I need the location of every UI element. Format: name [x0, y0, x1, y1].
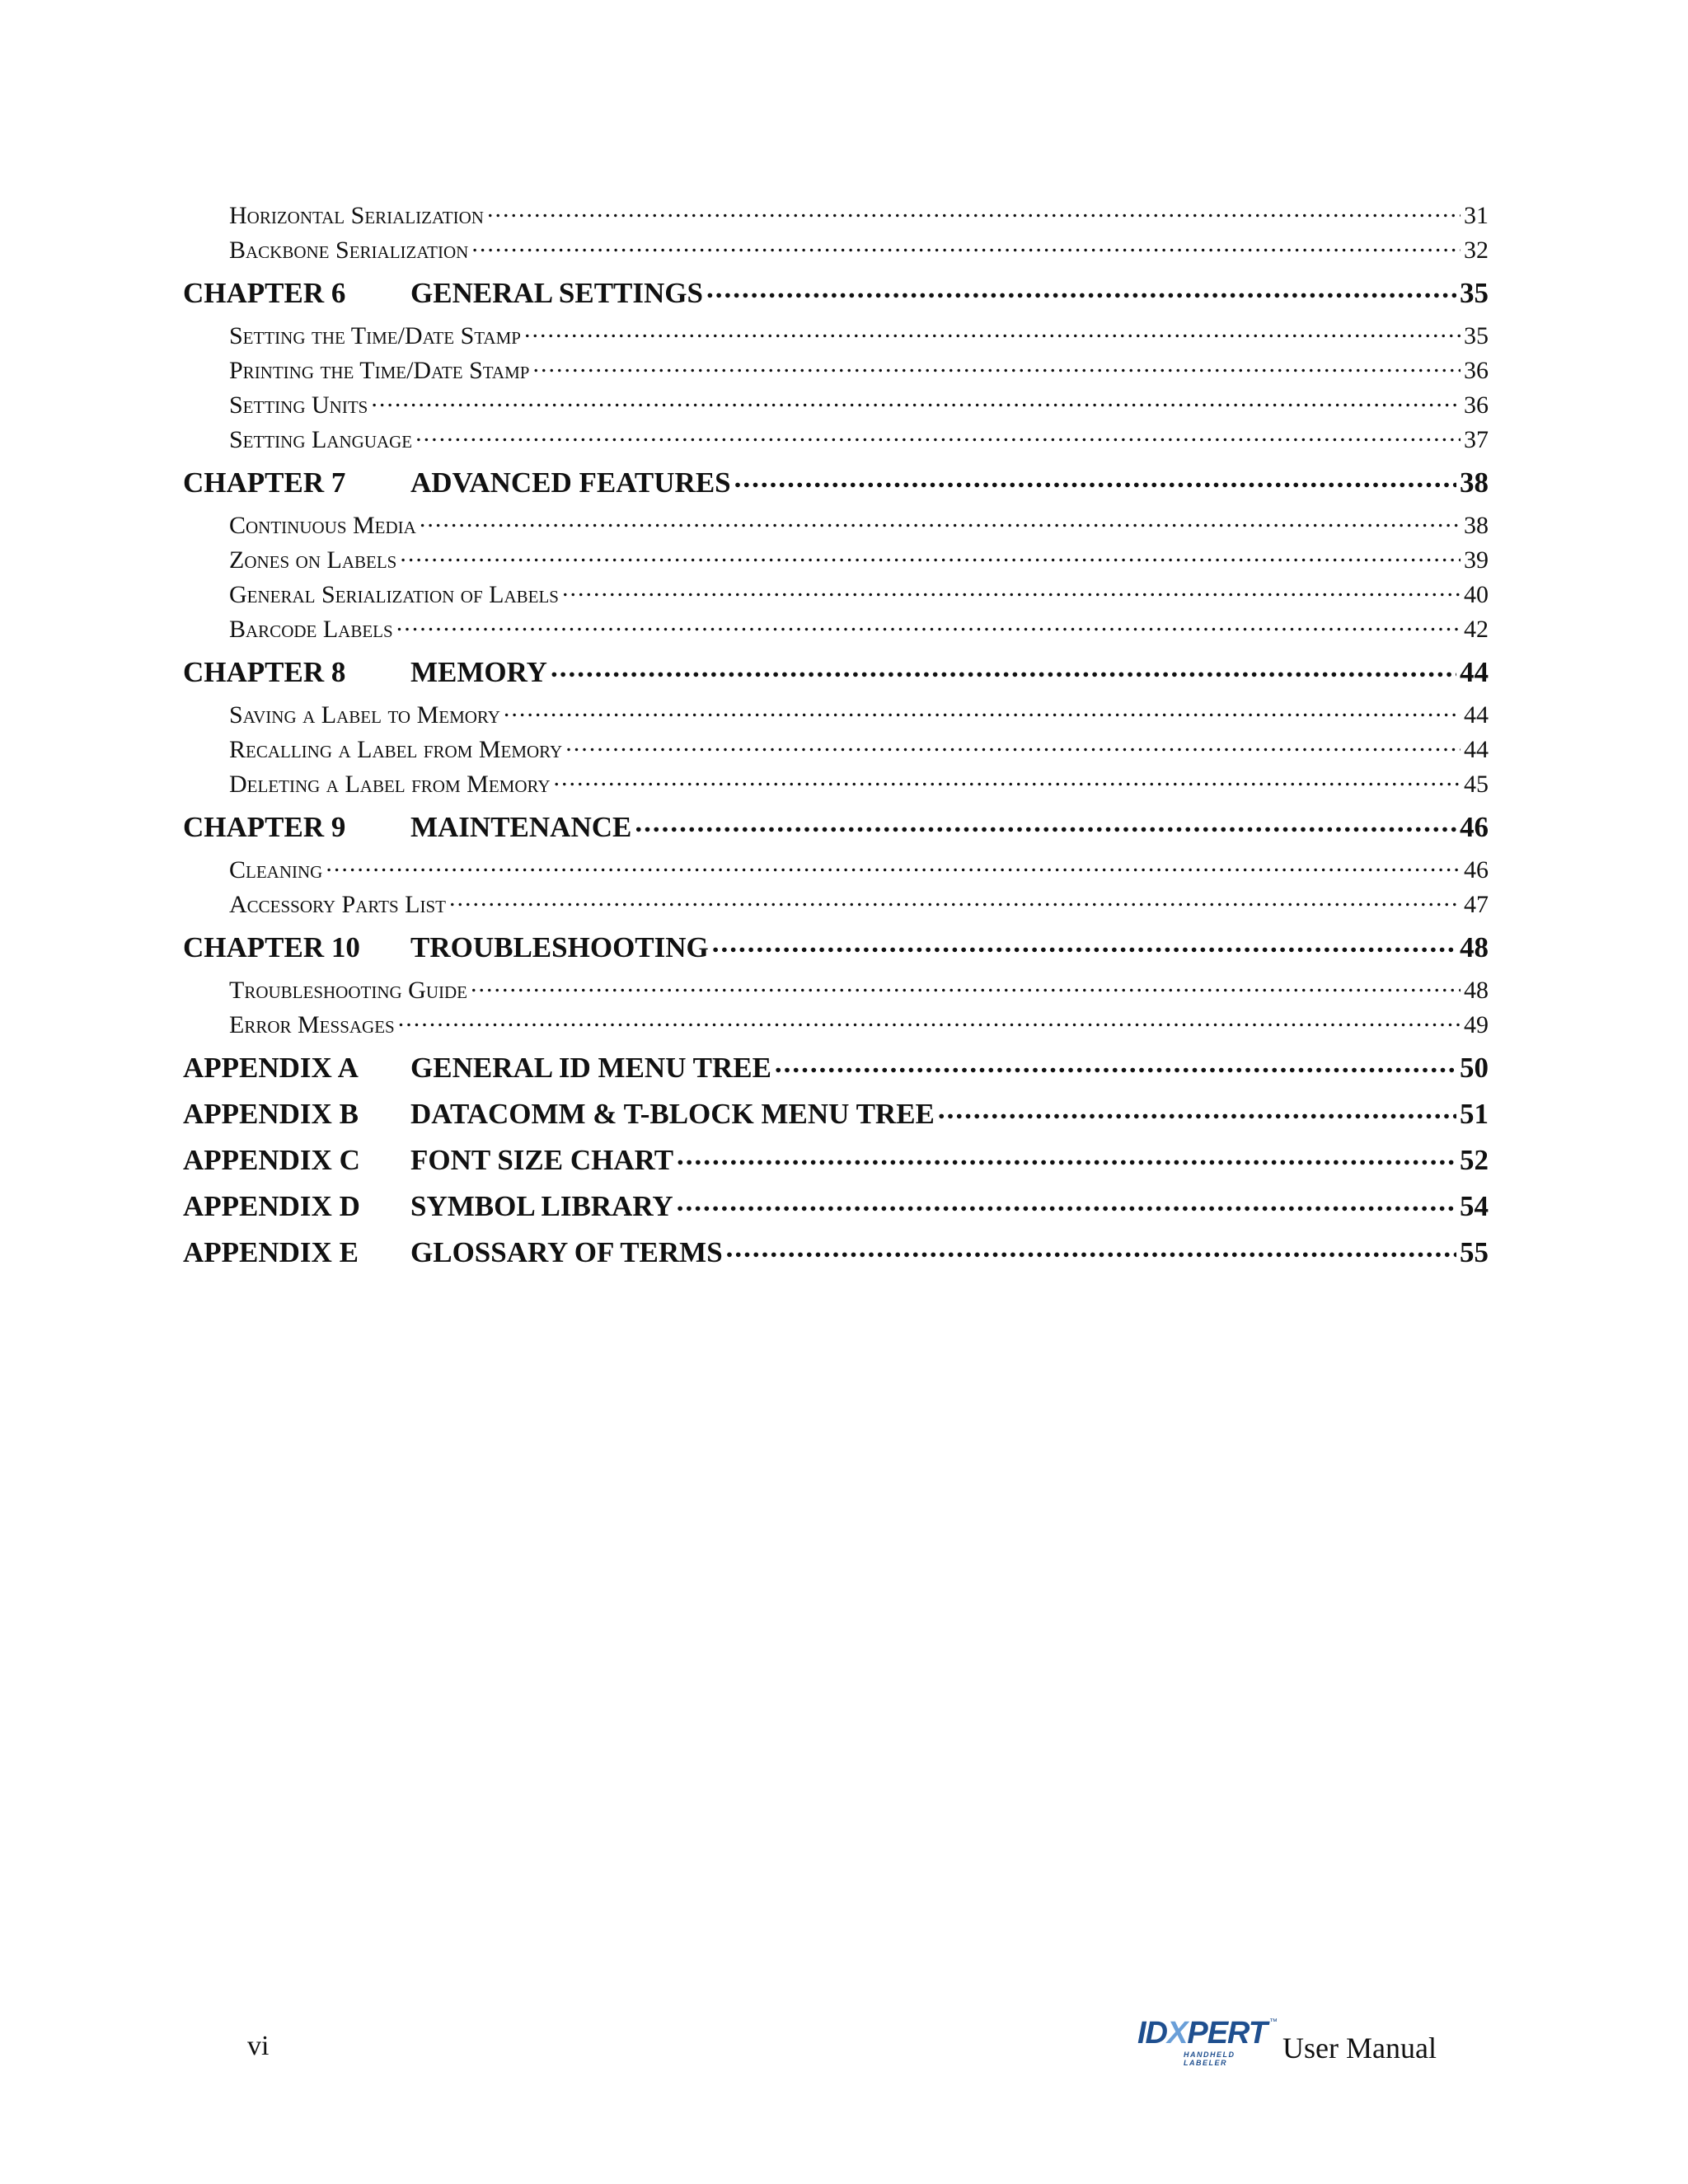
dot-leader — [726, 1233, 1456, 1262]
dot-leader — [396, 612, 1461, 637]
toc-entry-page: 46 — [1460, 811, 1489, 843]
dot-leader — [532, 354, 1461, 378]
toc-appendix-entry[interactable] — [183, 1186, 1489, 1227]
toc-entry-page: 55 — [1460, 1236, 1489, 1268]
toc-entry-title: GENERAL SETTINGS — [410, 277, 703, 309]
toc-entry-number: APPENDIX B — [183, 1098, 359, 1130]
dot-leader — [400, 543, 1461, 568]
idxpert-logo: IDXPERT ™ HANDHELD LABELER — [1137, 2016, 1278, 2067]
toc-entry-page: 39 — [1464, 546, 1489, 574]
toc-entry-page: 51 — [1460, 1098, 1489, 1130]
toc-section-entry[interactable] — [183, 354, 1489, 388]
toc-entry-page: 32 — [1464, 237, 1489, 264]
toc-entry-title: Continuous Media — [229, 512, 416, 539]
dot-leader — [524, 319, 1461, 344]
page-number: vi — [247, 2031, 270, 2061]
toc-entry-title: Error Messages — [229, 1011, 395, 1038]
toc-entry-page: 54 — [1460, 1190, 1489, 1222]
toc-entry-number: CHAPTER 6 — [183, 277, 346, 309]
toc-entry-title: MEMORY — [410, 656, 547, 688]
toc-section-entry[interactable] — [183, 1008, 1489, 1043]
toc-entry-title: GLOSSARY OF TERMS — [410, 1236, 723, 1268]
dot-leader — [938, 1094, 1456, 1123]
toc-entry-page: 44 — [1464, 701, 1489, 729]
toc-entry-title: Barcode Labels — [229, 616, 393, 643]
toc-entry-title: ADVANCED FEATURES — [410, 466, 731, 499]
dot-leader — [775, 1048, 1456, 1077]
toc-entry-page: 46 — [1464, 856, 1489, 883]
toc-appendix-entry[interactable] — [183, 1094, 1489, 1135]
toc-entry-number: CHAPTER 9 — [183, 811, 346, 843]
dot-leader — [677, 1141, 1456, 1169]
toc-entry-page: 36 — [1464, 357, 1489, 384]
dot-leader — [554, 767, 1461, 792]
toc-entry-title: DATACOMM & T-BLOCK MENU TREE — [410, 1098, 935, 1130]
toc-section-entry[interactable] — [183, 199, 1489, 233]
dot-leader — [551, 653, 1456, 682]
toc-entry-page: 44 — [1460, 656, 1489, 688]
dot-leader — [487, 199, 1461, 223]
toc-entry-title: TROUBLESHOOTING — [410, 931, 709, 963]
toc-entry-title: Setting Language — [229, 426, 413, 453]
toc-entry-title: MAINTENANCE — [410, 811, 632, 843]
toc-section-entry[interactable] — [183, 973, 1489, 1008]
toc-entry-page: 31 — [1464, 202, 1489, 229]
dot-leader — [677, 1187, 1456, 1216]
dot-leader — [420, 509, 1461, 533]
dot-leader — [706, 274, 1456, 302]
toc-entry-title: Accessory Parts List — [229, 891, 446, 918]
toc-entry-title: Horizontal Serialization — [229, 202, 484, 229]
toc-entry-title: Printing the Time/Date Stamp — [229, 357, 530, 384]
dot-leader — [371, 388, 1461, 413]
toc-entry-number: APPENDIX C — [183, 1144, 360, 1176]
dot-leader — [449, 888, 1461, 912]
toc-entry-title: Saving a Label to Memory — [229, 701, 500, 729]
toc-section-entry[interactable] — [183, 853, 1489, 888]
toc-section-entry[interactable] — [183, 698, 1489, 733]
toc-section-entry[interactable] — [183, 423, 1489, 457]
toc-entry-page: 38 — [1464, 512, 1489, 539]
dot-leader — [415, 423, 1461, 448]
toc-chapter-entry[interactable] — [183, 273, 1489, 314]
toc-section-entry[interactable] — [183, 388, 1489, 423]
toc-entry-title: GENERAL ID MENU TREE — [410, 1052, 771, 1084]
toc-entry-page: 52 — [1460, 1144, 1489, 1176]
dot-leader — [398, 1008, 1461, 1033]
toc-entry-title: SYMBOL LIBRARY — [410, 1190, 673, 1222]
toc-entry-title: Cleaning — [229, 856, 323, 883]
toc-appendix-entry[interactable] — [183, 1140, 1489, 1181]
toc-chapter-entry[interactable] — [183, 807, 1489, 848]
toc-entry-page: 38 — [1460, 466, 1489, 499]
toc-appendix-entry[interactable] — [183, 1047, 1489, 1089]
dot-leader — [471, 233, 1461, 258]
toc-chapter-entry[interactable] — [183, 462, 1489, 504]
toc-entry-number: APPENDIX E — [183, 1236, 359, 1268]
toc-entry-page: 50 — [1460, 1052, 1489, 1084]
footer-title: User Manual — [1282, 2032, 1437, 2064]
toc-entry-page: 44 — [1464, 736, 1489, 763]
toc-section-entry[interactable] — [183, 319, 1489, 354]
dot-leader — [326, 853, 1461, 878]
toc-entry-number: CHAPTER 7 — [183, 466, 346, 499]
toc-section-entry[interactable] — [183, 509, 1489, 543]
toc-section-entry[interactable] — [183, 733, 1489, 767]
toc-appendix-entry[interactable] — [183, 1232, 1489, 1273]
toc-entry-page: 49 — [1464, 1011, 1489, 1038]
toc-section-entry[interactable] — [183, 612, 1489, 647]
toc-entry-title: FONT SIZE CHART — [410, 1144, 674, 1176]
dot-leader — [504, 698, 1461, 723]
toc-entry-title: Zones on Labels — [229, 546, 397, 574]
table-of-contents — [183, 199, 1489, 1278]
toc-entry-title: Setting the Time/Date Stamp — [229, 322, 521, 349]
toc-entry-number: APPENDIX D — [183, 1190, 360, 1222]
toc-entry-page: 48 — [1464, 977, 1489, 1004]
toc-entry-title: Setting Units — [229, 391, 368, 419]
toc-entry-page: 45 — [1464, 771, 1489, 798]
toc-entry-number: APPENDIX A — [183, 1052, 359, 1084]
toc-chapter-entry[interactable] — [183, 652, 1489, 693]
toc-entry-page: 40 — [1464, 581, 1489, 608]
toc-entry-page: 35 — [1464, 322, 1489, 349]
toc-entry-page: 48 — [1460, 931, 1489, 963]
toc-entry-title: Backbone Serialization — [229, 237, 469, 264]
toc-entry-title: Troubleshooting Guide — [229, 977, 467, 1004]
toc-entry-page: 42 — [1464, 616, 1489, 643]
toc-entry-number: CHAPTER 10 — [183, 931, 360, 963]
footer-brand — [1137, 2016, 1437, 2065]
toc-entry-page: 47 — [1464, 891, 1489, 918]
toc-section-entry[interactable] — [183, 578, 1489, 612]
dot-leader — [565, 733, 1461, 757]
toc-entry-title: Recalling a Label from Memory — [229, 736, 563, 763]
toc-entry-page: 35 — [1460, 277, 1489, 309]
toc-chapter-entry[interactable] — [183, 927, 1489, 968]
dot-leader — [734, 463, 1456, 492]
toc-entry-page: 37 — [1464, 426, 1489, 453]
dot-leader — [562, 578, 1461, 602]
toc-entry-title: Deleting a Label from Memory — [229, 771, 551, 798]
dot-leader — [712, 928, 1456, 957]
toc-section-entry[interactable] — [183, 888, 1489, 922]
dot-leader — [471, 973, 1461, 998]
toc-section-entry[interactable] — [183, 767, 1489, 802]
toc-section-entry[interactable] — [183, 233, 1489, 268]
dot-leader — [635, 808, 1456, 837]
toc-entry-title: General Serialization of Labels — [229, 581, 559, 608]
toc-entry-page: 36 — [1464, 391, 1489, 419]
toc-entry-number: CHAPTER 8 — [183, 656, 346, 688]
toc-section-entry[interactable] — [183, 543, 1489, 578]
